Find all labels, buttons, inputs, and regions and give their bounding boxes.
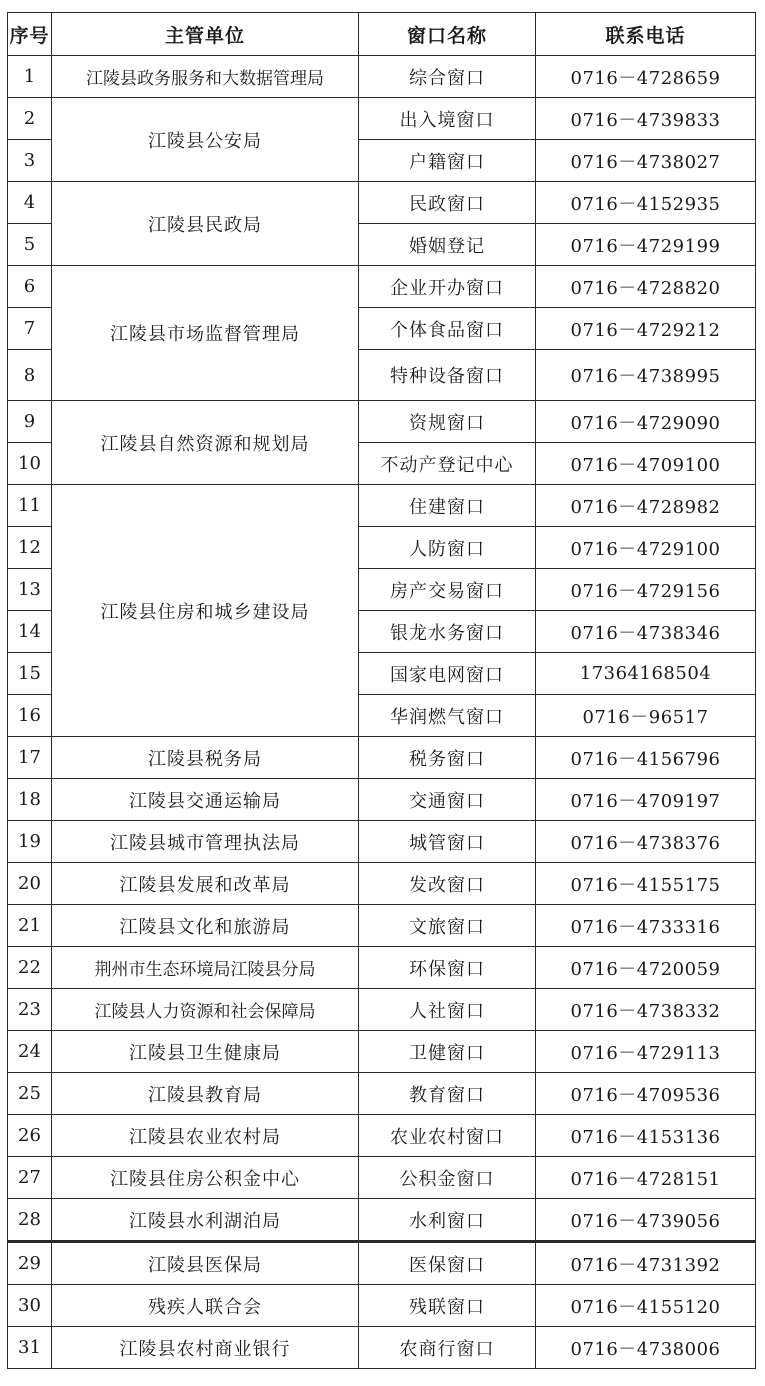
header-no: 序号 — [8, 13, 52, 56]
phone-number: 0716－4729113 — [536, 1031, 756, 1073]
header-window: 窗口名称 — [359, 13, 536, 56]
phone-number: 0716－4728982 — [536, 485, 756, 527]
row-number: 19 — [8, 821, 52, 863]
table-body — [8, 56, 756, 1369]
department-name: 江陵县政务服务和大数据管理局 — [52, 56, 359, 98]
window-name: 卫健窗口 — [359, 1031, 536, 1073]
row-number: 5 — [8, 224, 52, 266]
table-row — [8, 182, 756, 224]
window-name: 婚姻登记 — [359, 224, 536, 266]
window-name: 资规窗口 — [359, 401, 536, 443]
table-row — [8, 56, 756, 98]
row-number: 27 — [8, 1157, 52, 1199]
phone-number: 0716－4152935 — [536, 182, 756, 224]
table-row — [8, 98, 756, 140]
phone-number: 0716－96517 — [536, 695, 756, 737]
row-number: 25 — [8, 1073, 52, 1115]
department-name: 江陵县农业农村局 — [52, 1115, 359, 1157]
department-name: 江陵县民政局 — [52, 182, 359, 266]
row-number: 18 — [8, 779, 52, 821]
row-number: 10 — [8, 443, 52, 485]
phone-number: 0716－4729199 — [536, 224, 756, 266]
table-row — [8, 1157, 756, 1199]
phone-number: 0716－4155175 — [536, 863, 756, 905]
table-row — [8, 401, 756, 443]
header-phone: 联系电话 — [536, 13, 756, 56]
phone-number: 17364168504 — [536, 653, 756, 695]
table-row — [8, 821, 756, 863]
table-row — [8, 1327, 756, 1369]
table-row — [8, 989, 756, 1031]
table-row — [8, 737, 756, 779]
phone-number: 0716－4720059 — [536, 947, 756, 989]
phone-number: 0716－4728659 — [536, 56, 756, 98]
phone-number: 0716－4709100 — [536, 443, 756, 485]
phone-number: 0716－4733316 — [536, 905, 756, 947]
phone-number: 0716－4738346 — [536, 611, 756, 653]
window-name: 综合窗口 — [359, 56, 536, 98]
department-name: 荆州市生态环境局江陵县分局 — [52, 947, 359, 989]
row-number: 6 — [8, 266, 52, 308]
window-name: 企业开办窗口 — [359, 266, 536, 308]
row-number: 12 — [8, 527, 52, 569]
phone-number: 0716－4155120 — [536, 1285, 756, 1327]
window-name: 住建窗口 — [359, 485, 536, 527]
window-name: 国家电网窗口 — [359, 653, 536, 695]
row-number: 31 — [8, 1327, 52, 1369]
table-row — [8, 947, 756, 989]
window-name: 华润燃气窗口 — [359, 695, 536, 737]
table-row — [8, 779, 756, 821]
department-name: 江陵县住房和城乡建设局 — [52, 485, 359, 737]
table-row — [8, 1073, 756, 1115]
table-row — [8, 1242, 756, 1285]
window-name: 人防窗口 — [359, 527, 536, 569]
window-name: 交通窗口 — [359, 779, 536, 821]
department-name: 江陵县发展和改革局 — [52, 863, 359, 905]
row-number: 29 — [8, 1242, 52, 1285]
department-name: 江陵县交通运输局 — [52, 779, 359, 821]
window-name: 人社窗口 — [359, 989, 536, 1031]
phone-number: 0716－4729100 — [536, 527, 756, 569]
department-name: 江陵县城市管理执法局 — [52, 821, 359, 863]
window-name: 个体食品窗口 — [359, 308, 536, 350]
department-name: 江陵县人力资源和社会保障局 — [52, 989, 359, 1031]
row-number: 24 — [8, 1031, 52, 1073]
row-number: 13 — [8, 569, 52, 611]
window-name: 户籍窗口 — [359, 140, 536, 182]
department-name: 江陵县水利湖泊局 — [52, 1199, 359, 1242]
row-number: 20 — [8, 863, 52, 905]
row-number: 8 — [8, 350, 52, 401]
table-row — [8, 1031, 756, 1073]
phone-number: 0716－4728820 — [536, 266, 756, 308]
window-name: 出入境窗口 — [359, 98, 536, 140]
window-name: 不动产登记中心 — [359, 443, 536, 485]
window-name: 文旅窗口 — [359, 905, 536, 947]
department-name: 江陵县住房公积金中心 — [52, 1157, 359, 1199]
window-name: 环保窗口 — [359, 947, 536, 989]
phone-number: 0716－4738376 — [536, 821, 756, 863]
row-number: 3 — [8, 140, 52, 182]
department-name: 残疾人联合会 — [52, 1285, 359, 1327]
table-row — [8, 266, 756, 308]
phone-number: 0716－4739056 — [536, 1199, 756, 1242]
row-number: 30 — [8, 1285, 52, 1327]
window-name: 水利窗口 — [359, 1199, 536, 1242]
window-name: 公积金窗口 — [359, 1157, 536, 1199]
window-name: 房产交易窗口 — [359, 569, 536, 611]
phone-number: 0716－4738027 — [536, 140, 756, 182]
window-name: 民政窗口 — [359, 182, 536, 224]
row-number: 15 — [8, 653, 52, 695]
phone-number: 0716－4729156 — [536, 569, 756, 611]
phone-number: 0716－4156796 — [536, 737, 756, 779]
department-name: 江陵县公安局 — [52, 98, 359, 182]
row-number: 11 — [8, 485, 52, 527]
row-number: 26 — [8, 1115, 52, 1157]
department-name: 江陵县市场监督管理局 — [52, 266, 359, 401]
department-name: 江陵县教育局 — [52, 1073, 359, 1115]
row-number: 9 — [8, 401, 52, 443]
table-row — [8, 1285, 756, 1327]
window-name: 农业农村窗口 — [359, 1115, 536, 1157]
phone-number: 0716－4738006 — [536, 1327, 756, 1369]
table-row — [8, 863, 756, 905]
row-number: 23 — [8, 989, 52, 1031]
phone-number: 0716－4739833 — [536, 98, 756, 140]
row-number: 7 — [8, 308, 52, 350]
row-number: 1 — [8, 56, 52, 98]
window-name: 城管窗口 — [359, 821, 536, 863]
window-name: 银龙水务窗口 — [359, 611, 536, 653]
row-number: 17 — [8, 737, 52, 779]
table-row — [8, 905, 756, 947]
window-name: 发改窗口 — [359, 863, 536, 905]
window-name: 特种设备窗口 — [359, 350, 536, 401]
window-name: 税务窗口 — [359, 737, 536, 779]
phone-number: 0716－4729090 — [536, 401, 756, 443]
row-number: 21 — [8, 905, 52, 947]
phone-number: 0716－4728151 — [536, 1157, 756, 1199]
row-number: 22 — [8, 947, 52, 989]
row-number: 16 — [8, 695, 52, 737]
table-row — [8, 1115, 756, 1157]
phone-number: 0716－4729212 — [536, 308, 756, 350]
phone-number: 0716－4738332 — [536, 989, 756, 1031]
header-unit: 主管单位 — [52, 13, 359, 56]
window-name: 农商行窗口 — [359, 1327, 536, 1369]
table-row — [8, 485, 756, 527]
row-number: 4 — [8, 182, 52, 224]
department-name: 江陵县卫生健康局 — [52, 1031, 359, 1073]
department-name: 江陵县农村商业银行 — [52, 1327, 359, 1369]
table-header — [8, 13, 756, 56]
table-row — [8, 1199, 756, 1242]
phone-number: 0716－4709197 — [536, 779, 756, 821]
contact-table — [7, 12, 756, 1369]
row-number: 2 — [8, 98, 52, 140]
phone-number: 0716－4738995 — [536, 350, 756, 401]
row-number: 28 — [8, 1199, 52, 1242]
window-name: 教育窗口 — [359, 1073, 536, 1115]
department-name: 江陵县医保局 — [52, 1242, 359, 1285]
department-name: 江陵县自然资源和规划局 — [52, 401, 359, 485]
phone-number: 0716－4153136 — [536, 1115, 756, 1157]
department-name: 江陵县文化和旅游局 — [52, 905, 359, 947]
header-row — [8, 13, 756, 56]
phone-number: 0716－4731392 — [536, 1242, 756, 1285]
phone-number: 0716－4709536 — [536, 1073, 756, 1115]
window-name: 残联窗口 — [359, 1285, 536, 1327]
window-name: 医保窗口 — [359, 1242, 536, 1285]
department-name: 江陵县税务局 — [52, 737, 359, 779]
row-number: 14 — [8, 611, 52, 653]
